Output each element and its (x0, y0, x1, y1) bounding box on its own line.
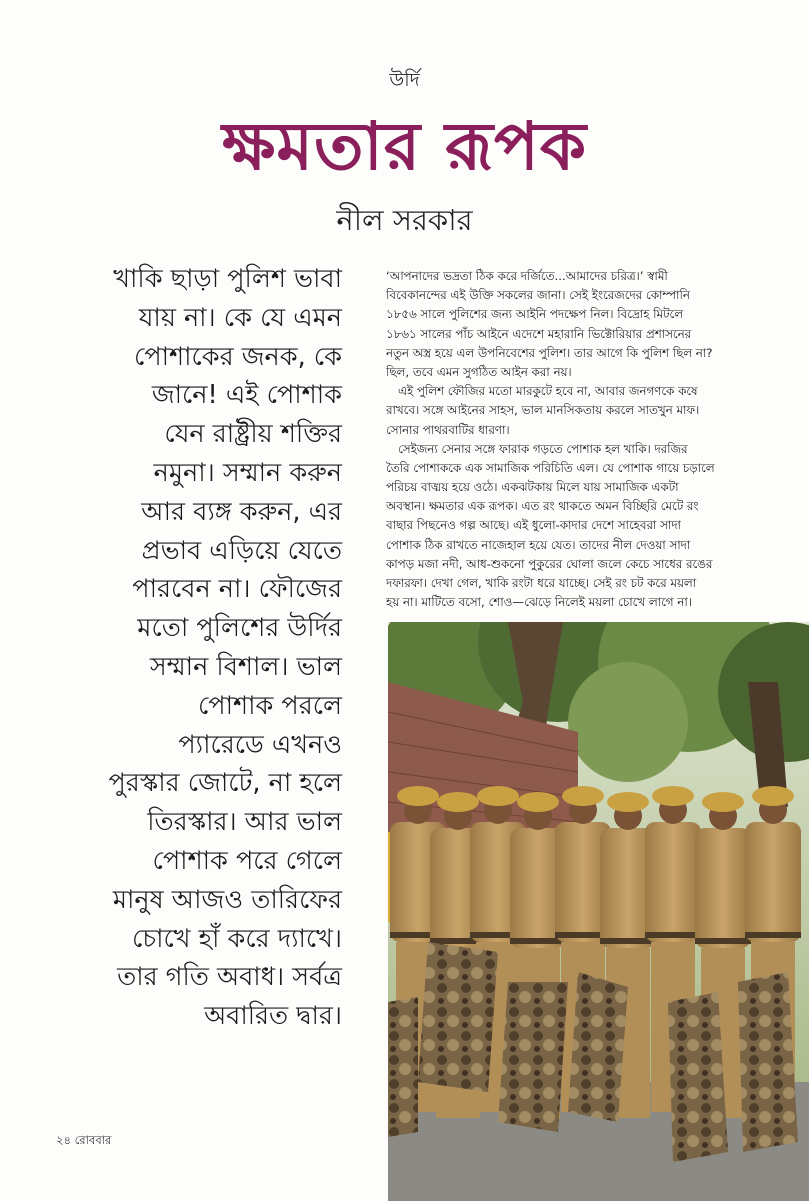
pull-quote-line: অবারিত দ্বার। (204, 1001, 342, 1032)
body-text-line: বিবেকানন্দের এই উক্তি সকলের জানা। সেই ইংরেজদের কোম্পানি (386, 288, 690, 303)
article-body (386, 267, 796, 612)
body-text-line: কাপড় মজা নদী, আধ-শুকনো পুকুরের ঘোলা জলে কেচে সাধের রঙের (386, 556, 713, 571)
pull-quote-line: প্যারেডে এখনও (178, 729, 342, 760)
body-text-line: এই পুলিশ ফৌজির মতো মারকুটে হবে না, আবার জনগণকে কষে (398, 384, 698, 399)
pull-quote-line: প্রভাব এড়িয়ে যেতে (141, 535, 342, 566)
pull-quote-line: পারবেন না। ফৌজের (132, 574, 342, 605)
pull-quote-line: পুরস্কার জোটে, না হলে (108, 768, 342, 799)
body-text-line: বাছার পিছনেও গল্প আছে। এই ধুলো-কাদার দেশে সাহেবরা সাদা (386, 518, 681, 533)
pull-quote-line: যেন রাষ্ট্রীয় শক্তির (164, 419, 342, 450)
body-text-line: অবস্থান। ক্ষমতার এক রূপক। এত রং থাকতে অমন বিচ্ছিরি মেটে রং (386, 499, 699, 514)
article-title: ক্ষমতার রূপক (221, 108, 588, 185)
body-text-line: পোশাক ঠিক রাখতে নাজেহাল হয়ে যেত। তাদের নীল দেওয়া সাদা (386, 537, 691, 552)
pull-quote-line: চোখে হাঁ করে দ্যাখে। (131, 923, 342, 954)
page-folio: ২৪ রোববার (56, 1133, 112, 1147)
pull-quote-line: আর ব্যঙ্গ করুন, এর (141, 496, 342, 527)
pull-quote-line: মতো পুলিশের উর্দির (137, 613, 342, 644)
pull-quote-line: খাকি ছাড়া পুলিশ ভাবা (113, 264, 342, 294)
pull-quote-line: তিরস্কার। আর ভাল (147, 807, 342, 838)
body-text-line: হয় না। মাটিতে বসো, শোও—ঝেড়ে নিলেই ময়লা চোখে লাগে না। (386, 595, 692, 610)
body-text-line: দফারফা। দেখা গেল, খাকি রংটা ধরে যাচ্ছে। সেই রং চট করে ময়লা (386, 576, 697, 590)
body-text-line: রাখবে। সঙ্গে আইনের সাহস, ভাল মানসিকতায় করলে সাতখুন মাফ। (386, 403, 700, 418)
body-text-line: সেইজন্য সেনার সঙ্গে ফারাক গড়তে পোশাক হল খাকি। দরজির (398, 441, 688, 456)
pull-quote-line: যায় না। কে যে এমন (138, 302, 342, 333)
pull-quote (40, 260, 342, 1036)
pull-quote-line: জানে! এই পোশাক (151, 380, 342, 411)
body-text-line: ‘আপনাদের ভদ্রতা ঠিক করে দর্জিতে...আমাদের চরিত্র।’ স্বামী (386, 269, 668, 283)
pull-quote-line: পোশাকের জনক, কে (133, 341, 342, 372)
pull-quote-line: পোশাক পরলে (197, 690, 342, 721)
section-label: উর্দি (389, 69, 420, 91)
body-text-line: পরিচয় বাঙ্ময় হয়ে ওঠে। একঝটকায় মিলে যায় সামাজিক একটা (386, 480, 679, 495)
pull-quote-line: মানুষ আজও তারিফের (112, 884, 342, 915)
body-text-line: সোনার পাথরবাটির ধারণা। (386, 422, 510, 437)
pull-quote-line: সম্মান বিশাল। ভাল (149, 651, 342, 682)
body-text-line: নতুন অস্ত্র হয়ে এল উপনিবেশের পুলিশ। তার আগে কি পুলিশ ছিল না? (386, 345, 713, 360)
police-parade-photo (388, 622, 809, 1201)
pull-quote-line: পোশাক পরে গেলে (152, 845, 342, 876)
body-text-line: ১৮৬১ সালের পাঁচ আইনে এদেশে মহারানি ভিক্টোরিয়ার প্রশাসনের (386, 326, 692, 341)
pull-quote-line: তার গতি অবাধ। সর্বত্র (117, 962, 342, 993)
body-text-line: ছিল, তবে এমন সুগঠিত আইন করা নয়। (386, 364, 572, 379)
body-text-line: তৈরি পোশাককে এক সামাজিক পরিচিতি এল। যে পোশাক গায়ে চড়ালে (386, 460, 715, 475)
body-text-line: ১৮৫৬ সালে পুলিশের জন্য আইনি পদক্ষেপ নিল। বিদ্রোহ মিটলে (386, 307, 684, 322)
pull-quote-line: নমুনা। সম্মান করুন (153, 457, 342, 488)
author-byline: নীল সরকার (336, 203, 473, 237)
